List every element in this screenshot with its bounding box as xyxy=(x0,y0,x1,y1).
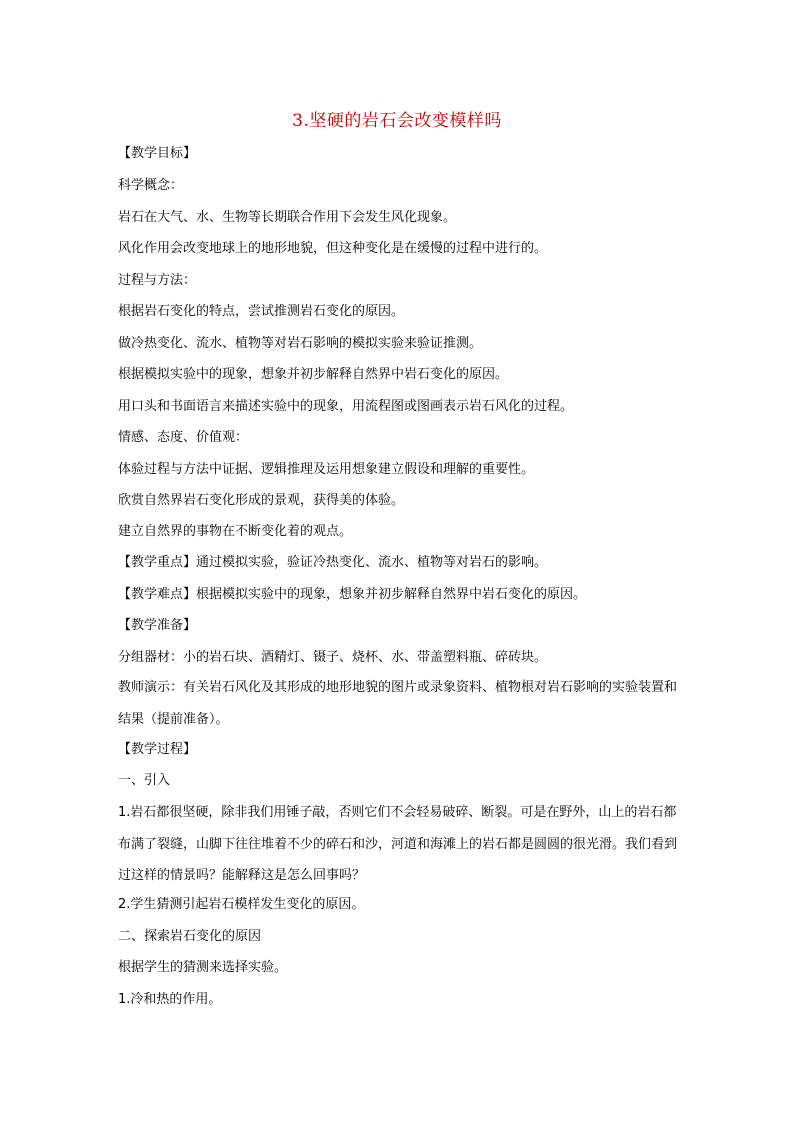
subheading-introduction: 一、引入 xyxy=(118,773,171,788)
subheading-concepts: 科学概念： xyxy=(118,178,184,193)
group-materials-line: 分组器材：小的岩石块、酒精灯、镊子、烧杯、水、带盖塑料瓶、碎砖块。 xyxy=(118,650,548,665)
text-line: 岩石在大气、水、生物等长期联合作用下会发生风化现象。 xyxy=(118,210,457,225)
text-line: 风化作用会改变地球上的地形地貌，但这种变化是在缓慢的过程中进行的。 xyxy=(118,241,548,256)
text-line: 1.冷和热的作用。 xyxy=(118,992,222,1007)
text-line: 根据岩石变化的特点，尝试推测岩石变化的原因。 xyxy=(118,304,405,319)
text-line: 体验过程与方法中证据、逻辑推理及运用想象建立假设和理解的重要性。 xyxy=(118,462,535,477)
subheading-attitudes: 情感、态度、价值观： xyxy=(118,430,249,445)
subheading-process-methods: 过程与方法： xyxy=(118,273,197,288)
teacher-demo-paragraph: 教师演示：有关岩石风化及其形成的地形地貌的图片或录象资料、植物根对岩石影响的实验装置和结果（提前准备）。 xyxy=(118,680,678,727)
intro-paragraph: 1.岩石都很坚硬，除非我们用锤子敲，否则它们不会轻易破碎、断裂。可是在野外，山上的岩石都布满了裂缝，山脚下往往堆着不少的碎石和沙，河道和海滩上的岩石都是圆圆的很光滑。我们看到过这样的情景吗？能解释这是怎么回事吗？ xyxy=(118,805,678,883)
text-line: 根据模拟实验中的现象，想象并初步解释自然界中岩石变化的原因。 xyxy=(118,367,509,382)
text-line: 根据学生的猜测来选择实验。 xyxy=(118,960,288,975)
section-heading-objectives: 【教学目标】 xyxy=(118,146,197,161)
section-heading-preparation: 【教学准备】 xyxy=(118,618,197,633)
text-line: 欣赏自然界岩石变化形成的景观，获得美的体验。 xyxy=(118,493,405,508)
subheading-explore: 二、探索岩石变化的原因 xyxy=(118,929,262,944)
difficult-points-line: 【教学难点】根据模拟实验中的现象，想象并初步解释自然界中岩石变化的原因。 xyxy=(118,587,587,602)
key-points-line: 【教学重点】通过模拟实验，验证冷热变化、流水、植物等对岩石的影响。 xyxy=(118,555,548,570)
document-title: 3.坚硬的岩石会改变模样吗 xyxy=(292,111,502,131)
text-line: 用口头和书面语言来描述实验中的现象，用流程图或图画表示岩石风化的过程。 xyxy=(118,399,574,414)
text-line: 做冷热变化、流水、植物等对岩石影响的模拟实验来验证推测。 xyxy=(118,336,483,351)
text-line: 2.学生猜测引起岩石模样发生变化的原因。 xyxy=(118,897,365,912)
section-heading-process: 【教学过程】 xyxy=(118,742,197,757)
text-line: 建立自然界的事物在不断变化着的观点。 xyxy=(118,524,353,539)
